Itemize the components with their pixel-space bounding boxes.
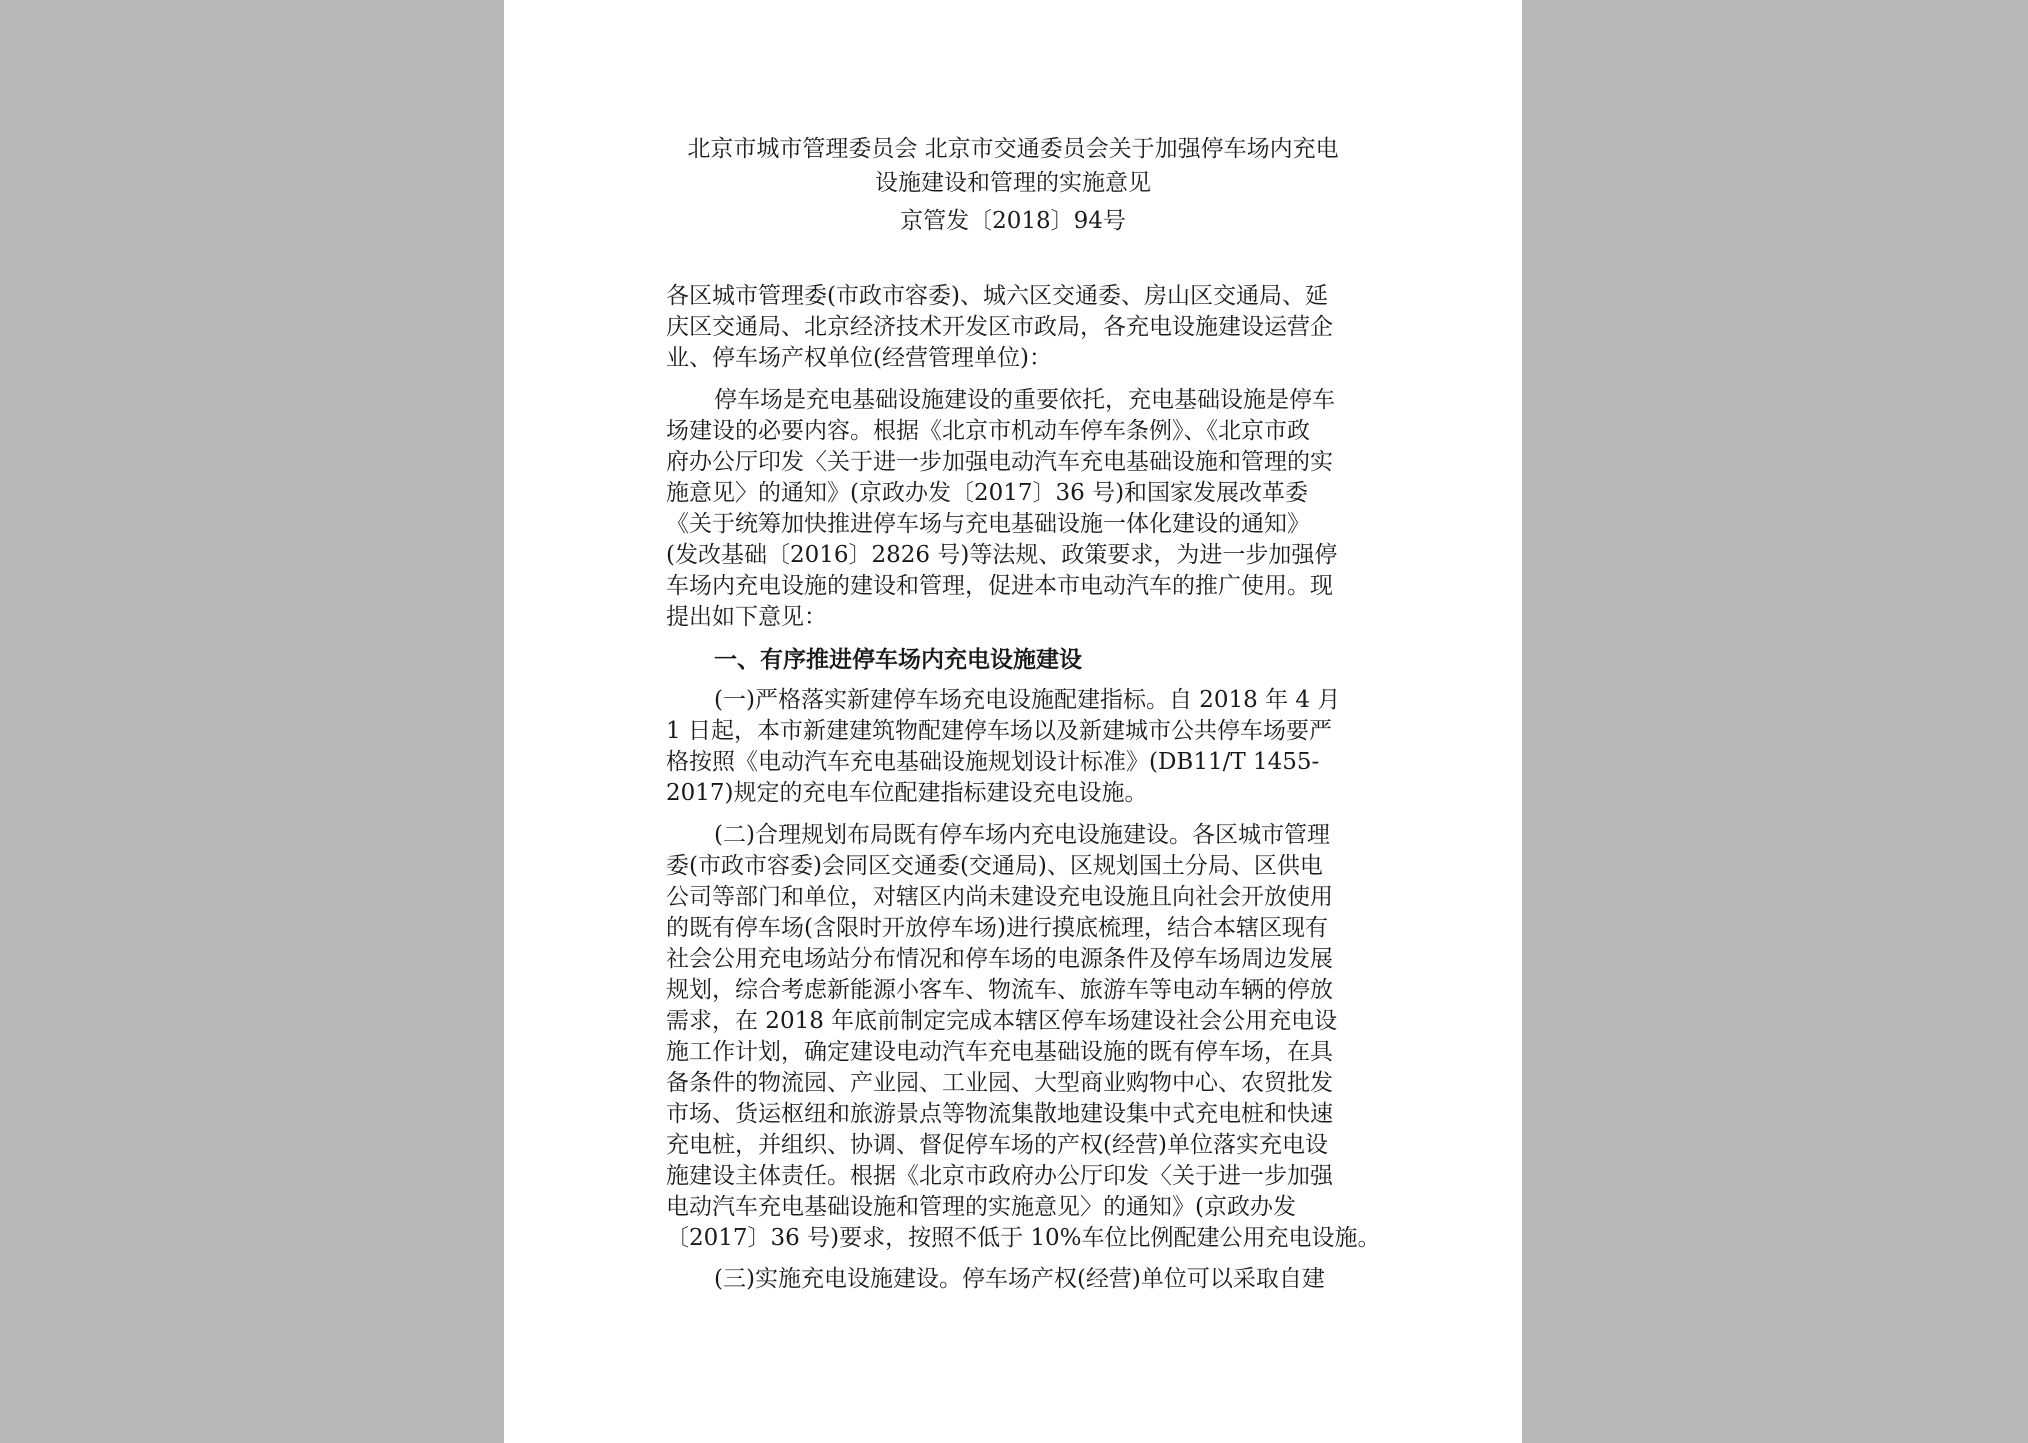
item-1-line: 2017)规定的充电车位配建指标建设充电设施。 xyxy=(666,780,1148,806)
intro-line: 提出如下意见： xyxy=(666,604,827,630)
item-2-line: 施建设主体责任。根据《北京市政府办公厅印发〈关于进一步加强 xyxy=(666,1163,1333,1189)
item-2-line: 的既有停车场(含限时开放停车场)进行摸底梳理，结合本辖区现有 xyxy=(666,915,1328,941)
intro-line: 《关于统筹加快推进停车场与充电基础设施一体化建设的通知》 xyxy=(666,511,1310,537)
intro-line: (发改基础〔2016〕2826 号)等法规、政策要求，为进一步加强停 xyxy=(666,542,1338,568)
title-line-2: 设施建设和管理的实施意见 xyxy=(875,170,1151,196)
item-2-line: 充电桩，并组织、协调、督促停车场的产权(经营)单位落实充电设 xyxy=(666,1132,1328,1158)
addressee-line: 业、停车场产权单位(经营管理单位)： xyxy=(666,345,1052,371)
item-2-line: 施工作计划，确定建设电动汽车充电基础设施的既有停车场，在具 xyxy=(666,1039,1333,1065)
item-1-line: 1 日起，本市新建建筑物配建停车场以及新建城市公共停车场要严 xyxy=(666,718,1332,744)
item-2-line: 〔2017〕36 号)要求，按照不低于 10%车位比例配建公用充电设施。 xyxy=(666,1225,1381,1251)
item-2-line: 电动汽车充电基础设施和管理的实施意见〉的通知》(京政办发 xyxy=(666,1194,1296,1220)
item-1-line: (一)严格落实新建停车场充电设施配建指标。自 2018 年 4 月 xyxy=(714,687,1341,713)
item-1-line: 格按照《电动汽车充电基础设施规划设计标准》(DB11/T 1455- xyxy=(666,749,1320,775)
document-title xyxy=(504,132,1522,200)
intro-line: 场建设的必要内容。根据《北京市机动车停车条例》、《北京市政 xyxy=(666,418,1310,444)
item-2-line: 委(市政市容委)会同区交通委(交通局)、区规划国土分局、区供电 xyxy=(666,853,1323,879)
item-2-line: 备条件的物流园、产业园、工业园、大型商业购物中心、农贸批发 xyxy=(666,1070,1333,1096)
title-line-1: 北京市城市管理委员会 北京市交通委员会关于加强停车场内充电 xyxy=(687,136,1339,162)
item-2-line: 需求，在 2018 年底前制定完成本辖区停车场建设社会公用充电设 xyxy=(666,1008,1338,1034)
addressee-line: 庆区交通局、北京经济技术开发区市政局，各充电设施建设运营企 xyxy=(666,314,1333,340)
addressee-line: 各区城市管理委(市政市容委)、城六区交通委、房山区交通局、延 xyxy=(666,283,1328,309)
document-number: 京管发〔2018〕94号 xyxy=(900,208,1126,234)
item-2-line: (二)合理规划布局既有停车场内充电设施建设。各区城市管理 xyxy=(714,822,1330,848)
item-2-line: 公司等部门和单位，对辖区内尚未建设充电设施且向社会开放使用 xyxy=(666,884,1333,910)
item-2-line: 社会公用充电场站分布情况和停车场的电源条件及停车场周边发展 xyxy=(666,946,1333,972)
item-2-line: 规划，综合考虑新能源小客车、物流车、旅游车等电动车辆的停放 xyxy=(666,977,1333,1003)
section-heading: 一、有序推进停车场内充电设施建设 xyxy=(714,646,1082,673)
intro-line: 施意见〉的通知》(京政办发〔2017〕36 号)和国家发展改革委 xyxy=(666,480,1309,506)
intro-line: 车场内充电设施的建设和管理，促进本市电动汽车的推广使用。现 xyxy=(666,573,1333,599)
item-3-line: (三)实施充电设施建设。停车场产权(经营)单位可以采取自建 xyxy=(714,1266,1325,1292)
document-page xyxy=(504,0,1522,1443)
item-2-line: 市场、货运枢纽和旅游景点等物流集散地建设集中式充电桩和快速 xyxy=(666,1101,1333,1127)
intro-line: 府办公厅印发〈关于进一步加强电动汽车充电基础设施和管理的实 xyxy=(666,449,1333,475)
intro-line: 停车场是充电基础设施建设的重要依托，充电基础设施是停车 xyxy=(714,387,1335,413)
